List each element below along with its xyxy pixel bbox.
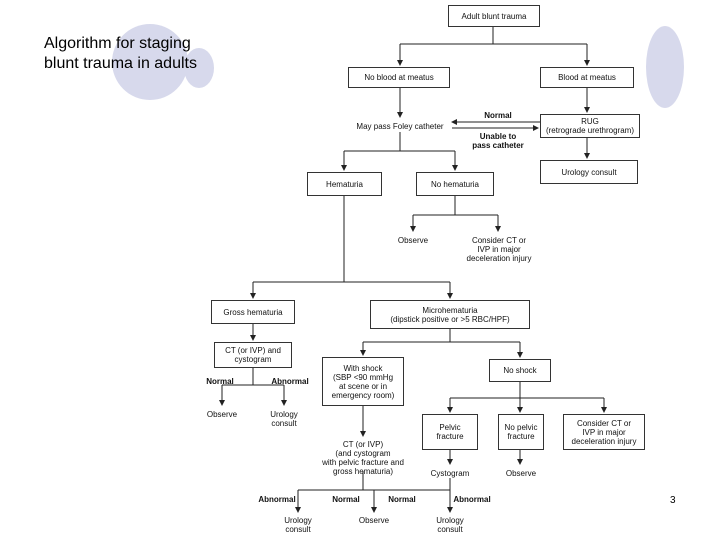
bottom-abnormal-label-2: Abnormal — [453, 495, 491, 504]
slide-page-number: 3 — [670, 495, 676, 506]
with-shock-box: With shock (SBP <90 mmHg at scene or in emergency room) — [322, 357, 404, 406]
normal-arrow-label: Normal — [484, 111, 512, 120]
gross-hematuria-box: Gross hematuria — [211, 300, 295, 324]
unable-to-pass-label: Unable to pass catheter — [472, 132, 524, 150]
hematuria-box: Hematuria — [307, 172, 382, 196]
rug-box: RUG (retrograde urethrogram) — [540, 114, 640, 138]
microhematuria-box: Microhematuria (dipstick positive or >5 RBC/HPF) — [370, 300, 530, 329]
gross-observe-text: Observe — [206, 410, 238, 419]
gross-urology-consult-text: Urology consult — [270, 410, 298, 428]
ct-ivp-shock-text: CT (or IVP) (and cystogram with pelvic fracture and gross hematuria) — [322, 440, 404, 476]
no-blood-at-meatus-box: No blood at meatus — [348, 67, 450, 88]
may-pass-foley-text: May pass Foley catheter — [356, 122, 444, 131]
bottom-observe-text: Observe — [358, 516, 390, 525]
bottom-normal-label-1: Normal — [332, 495, 360, 504]
no-pelvic-fracture-box: No pelvic fracture — [498, 414, 544, 450]
blood-at-meatus-box: Blood at meatus — [540, 67, 634, 88]
urology-consult-rug-box: Urology consult — [540, 160, 638, 184]
adult-blunt-trauma-box: Adult blunt trauma — [448, 5, 540, 27]
bottom-urology-consult-text-2: Urology consult — [436, 516, 464, 534]
pelvic-fracture-box: Pelvic fracture — [422, 414, 478, 450]
no-hematuria-box: No hematuria — [416, 172, 494, 196]
bottom-normal-label-2: Normal — [388, 495, 416, 504]
slide-title: Algorithm for staging blunt trauma in adults — [44, 35, 197, 72]
observe-no-hematuria-text: Observe — [397, 236, 429, 245]
gross-normal-label: Normal — [206, 377, 234, 386]
consider-ct-text-1: Consider CT or IVP in major deceleration injury — [466, 236, 532, 263]
gross-abnormal-label: Abnormal — [271, 377, 309, 386]
no-shock-box: No shock — [489, 359, 551, 382]
bottom-abnormal-label-1: Abnormal — [258, 495, 296, 504]
bottom-urology-consult-text-1: Urology consult — [284, 516, 312, 534]
cystogram-text: Cystogram — [430, 469, 470, 478]
consider-ct-box-2: Consider CT or IVP in major deceleration injury — [563, 414, 645, 450]
ct-cystogram-box: CT (or IVP) and cystogram — [214, 342, 292, 368]
observe-no-pelvic-text: Observe — [505, 469, 537, 478]
